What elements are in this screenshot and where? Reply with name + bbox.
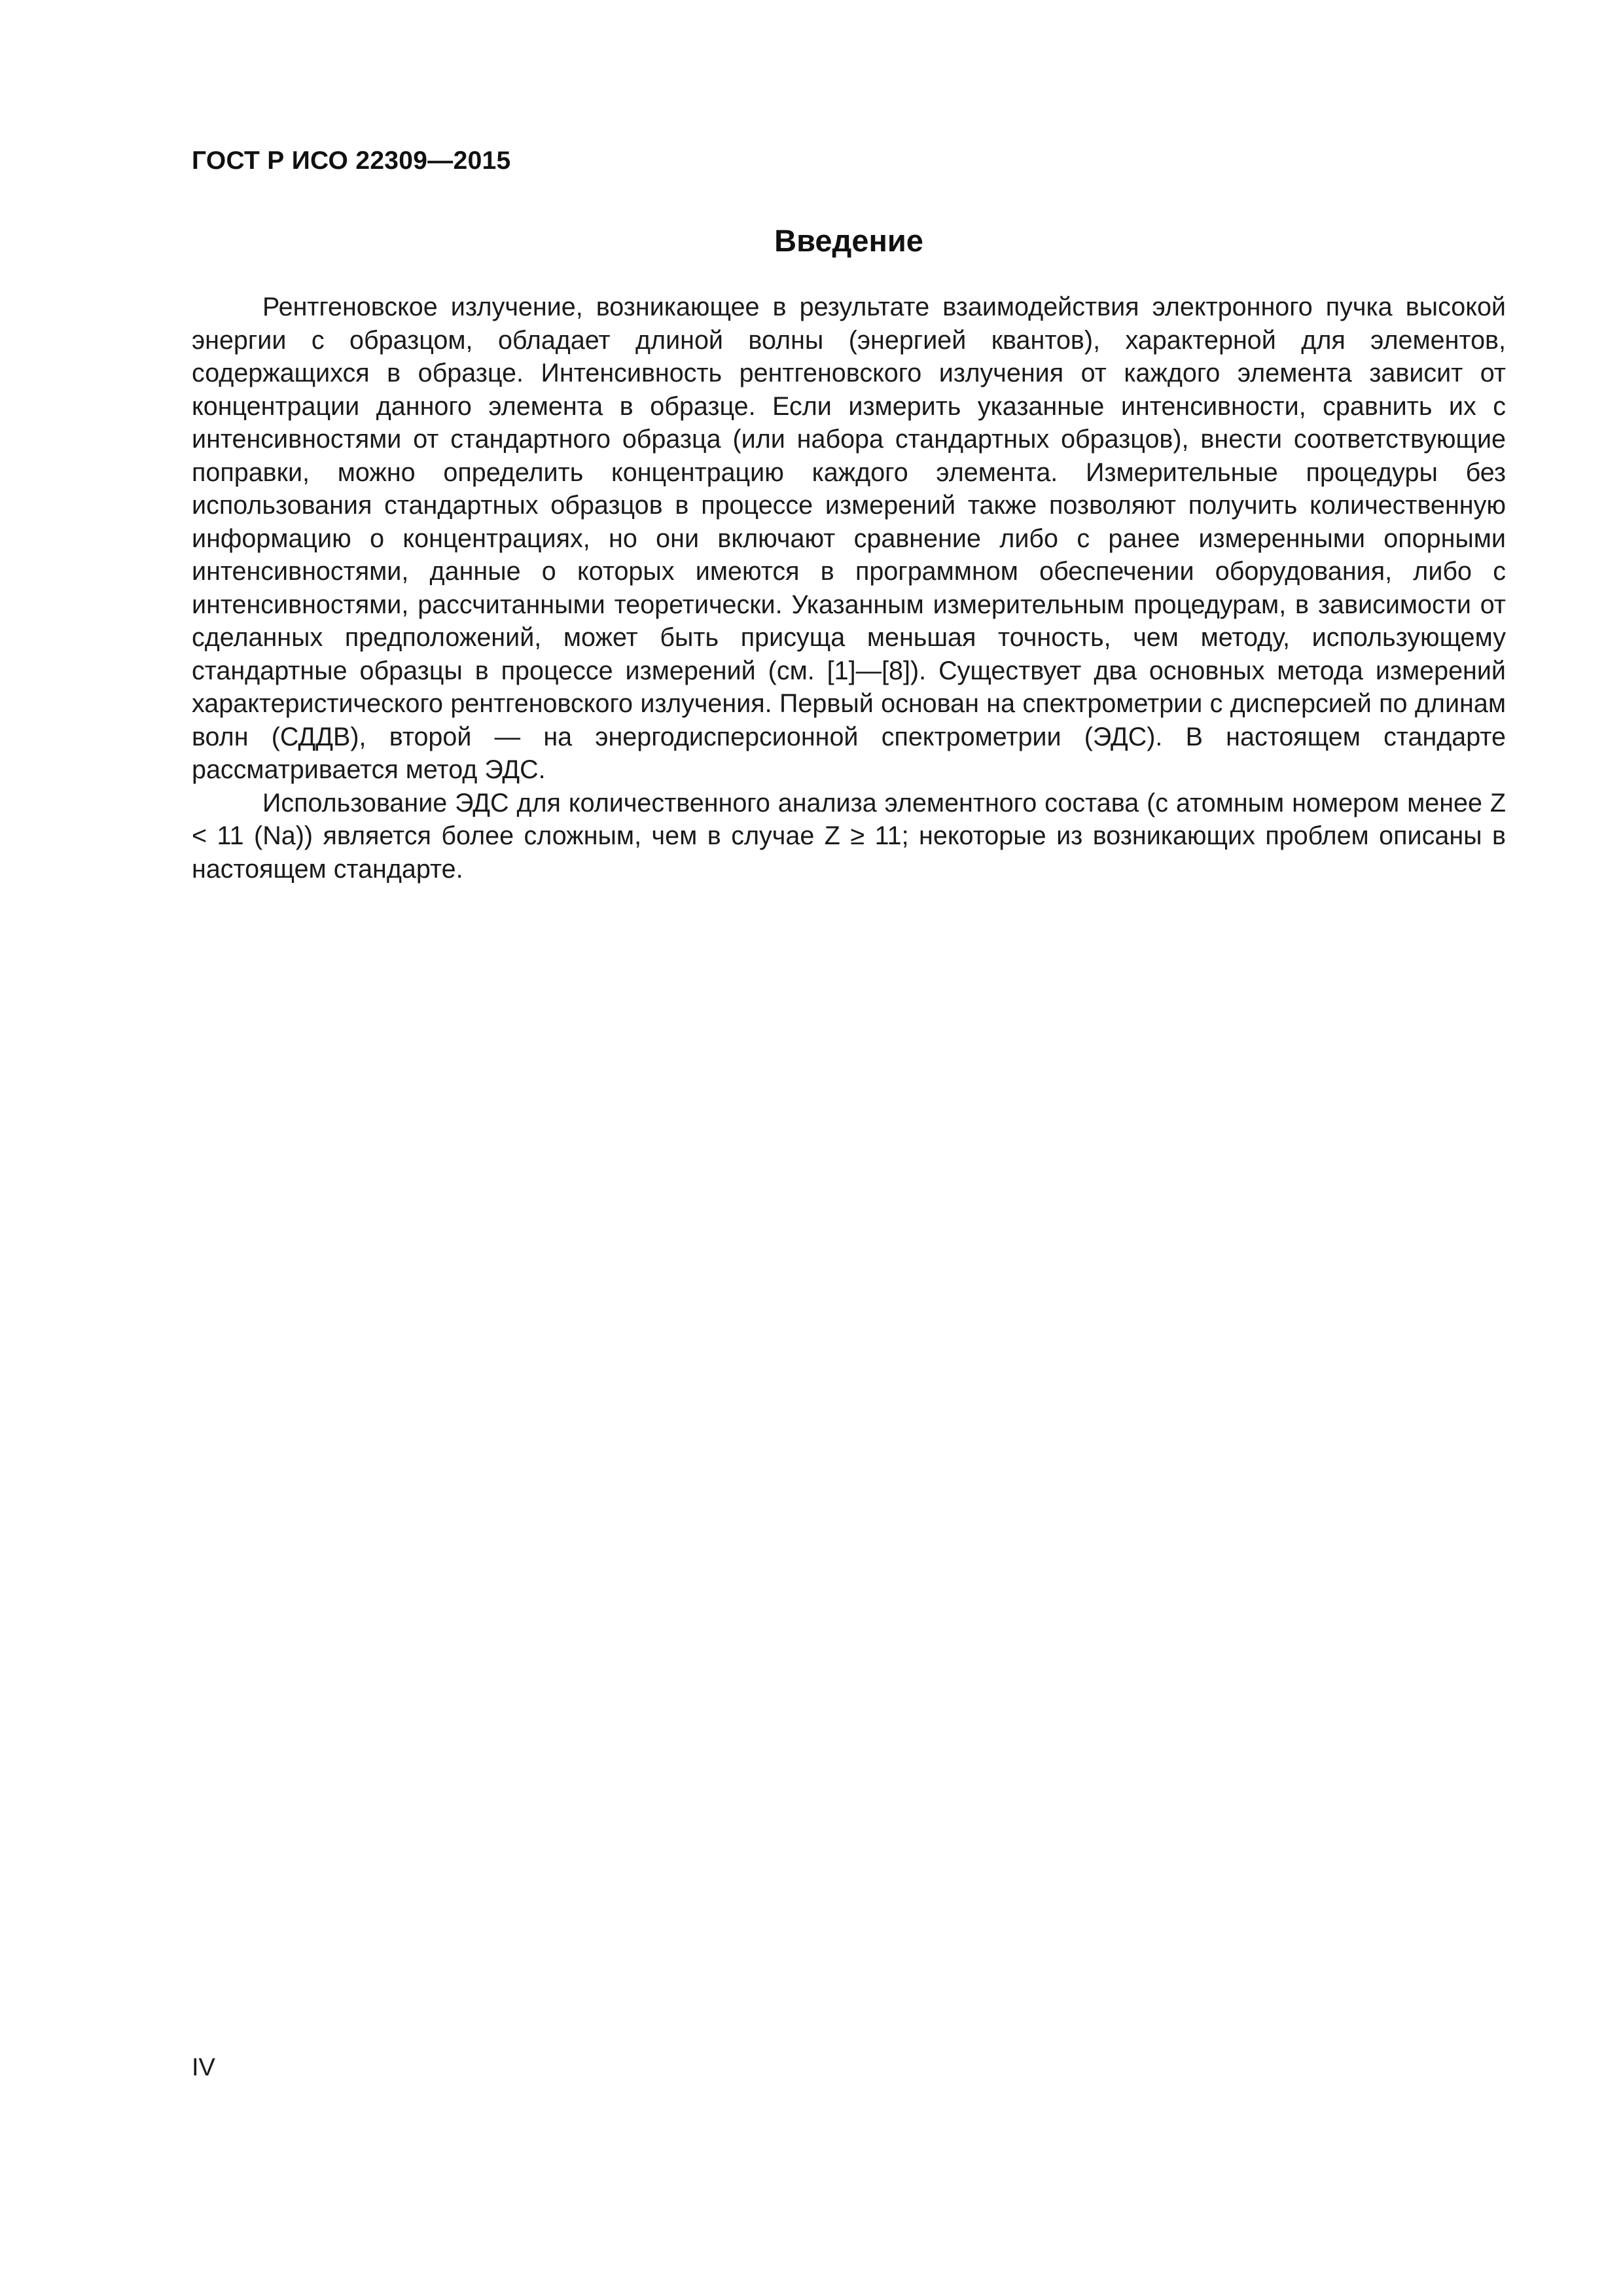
section-title: Введение [774, 223, 923, 258]
page-number: IV [192, 2054, 215, 2081]
standard-designation: ГОСТ Р ИСО 22309—2015 [192, 147, 511, 175]
introduction-body [192, 291, 1506, 886]
paragraph: Рентгеновское излучение, возникающее в результате взаимодействия электронного пучка высокой энергии с образцом, обладает длиной волны (энергией квантов), характерной для элементов, содержащихся в образце. Интенсивность рентгеновского излучения от каждого элемента зависит от концентрации данного элемента в образце. Если измерить указанные интенсивности, сравнить их с интенсивностями от стандартного образца (или набора стандартных образцов), внести соответствующие поправки, можно определить концентрацию каждого элемента. Измерительные процедуры без использования стандартных образцов в процессе измерений также позволяют получить количественную информацию о концентрациях, но они включают сравнение либо с ранее измеренными опорными интенсивностями, данные о которых имеются в программном обеспечении оборудования, либо с интенсивностями, рассчитанными теоретически. Указанным измерительным процедурам, в зависимости от сделанных предположений, может быть присуща меньшая точность, чем методу, использующему стандартные образцы в процессе измерений (см. [1]—[8]). Существует два основных метода измерений характеристического рентгеновского излучения. Первый основан на спектрометрии с дисперсией по длинам волн (СДДВ), второй — на энергодисперсионной спектрометрии (ЭДС). В настоящем стандарте рассматривается метод ЭДС. [192, 293, 1506, 784]
paragraph: Использование ЭДС для количественного анализа элементного состава (с атомным номером менее Z < 11 (Na)) является более сложным, чем в случае Z ≥ 11; некоторые из возникающих проблем описаны в настоящем стандарте. [192, 788, 1506, 884]
